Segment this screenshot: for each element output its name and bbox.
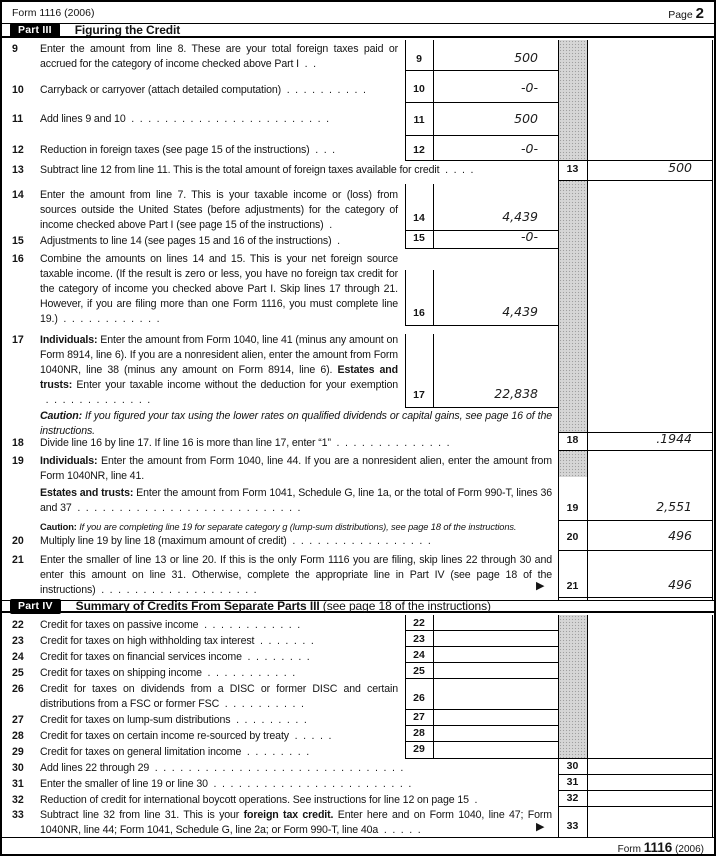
dot-leader: . xyxy=(323,219,333,231)
line-text: Enter your taxable income without the deduction for your exemption xyxy=(72,379,398,391)
line-19-box-number: 19 xyxy=(566,502,579,514)
grid-hline xyxy=(405,407,558,408)
dot-leader: . . . . . . . . . . . . . . . . . . . . . . . . . . . xyxy=(71,502,301,514)
grid-hline xyxy=(405,102,558,103)
form-footer xyxy=(618,840,704,855)
grid-vline xyxy=(433,184,434,248)
part-iv-header-bar xyxy=(2,600,716,613)
line-24-box-number: 24 xyxy=(413,649,425,661)
line-28-description xyxy=(12,729,398,744)
line-number: 24 xyxy=(12,651,24,663)
line-16-amount[interactable]: 4,439 xyxy=(502,304,538,319)
footer-form-label: Form xyxy=(617,844,641,855)
line-12-amount[interactable]: -0- xyxy=(521,141,538,156)
line-32-box-number: 32 xyxy=(566,792,579,804)
line-text: Enter the smaller of line 19 or line 30 xyxy=(40,778,208,790)
line-number: 23 xyxy=(12,635,24,647)
line-number: 9 xyxy=(12,43,18,55)
line-20-amount[interactable]: 496 xyxy=(668,528,692,543)
grid-vline xyxy=(712,615,713,837)
dot-leader: . . . xyxy=(309,144,335,156)
line-text: Subtract line 32 from line 31. This is your xyxy=(40,809,244,821)
line-30-box-number: 30 xyxy=(566,760,579,772)
grid-vline xyxy=(558,40,559,600)
line-number: 22 xyxy=(12,619,24,631)
dot-leader: . . . . . . . . . . . . . . . . . . . . . . . . xyxy=(207,778,412,790)
line-13-amount[interactable]: 500 xyxy=(668,160,692,175)
caution-label: Caution: xyxy=(40,410,82,422)
line-17-caution xyxy=(12,409,552,439)
line-number: 17 xyxy=(12,334,24,346)
page-number: 2 xyxy=(695,5,704,22)
line-number: 33 xyxy=(12,809,24,821)
line-number: 10 xyxy=(12,84,24,96)
line-26-description xyxy=(12,682,398,712)
line-16-box-number: 16 xyxy=(413,307,425,319)
line-text: Add lines 9 and 10 xyxy=(40,113,126,125)
line-text: Add lines 22 through 29 xyxy=(40,762,150,774)
line-25-box-number: 25 xyxy=(413,665,425,677)
grid-vline xyxy=(587,615,588,837)
line-number: 32 xyxy=(12,794,24,806)
shaded-column xyxy=(559,180,587,432)
grid-hline xyxy=(558,520,713,521)
line-number: 20 xyxy=(12,535,24,547)
line-number: 21 xyxy=(12,554,24,566)
line-number: 13 xyxy=(12,164,24,176)
line-23-description xyxy=(12,634,398,649)
line-text-bold: foreign tax credit. xyxy=(243,809,334,821)
line-text: Enter the amount from Form 1041, Schedule G, line 1a, or the total of Form 990-T, lines 36 and 37 xyxy=(40,487,552,514)
line-33-description xyxy=(12,808,552,838)
line-text: Credit for taxes on general limitation income xyxy=(40,746,242,758)
line-text: Divide line 16 by line 17. If line 16 is more than line 17, enter “1” xyxy=(40,437,331,449)
line-18-description xyxy=(12,436,552,451)
dot-leader: . . xyxy=(298,58,316,70)
line-text: Credit for taxes on high withholding tax interest xyxy=(40,635,255,647)
dot-leader: . . . . . . . . . . . . . . . . . . . . . . . . xyxy=(125,113,329,125)
line-text-bold: Individuals: xyxy=(40,334,98,346)
line-number: 19 xyxy=(12,455,24,467)
grid-hline xyxy=(558,597,713,598)
line-19-caution xyxy=(12,521,552,533)
line-19-description-estates xyxy=(12,486,552,516)
line-25-description xyxy=(12,666,398,681)
line-number: 14 xyxy=(12,189,24,201)
line-32-description xyxy=(12,793,552,808)
line-15-box-number: 15 xyxy=(413,232,425,244)
line-27-description xyxy=(12,713,398,728)
line-33-box-number: 33 xyxy=(566,820,579,832)
dot-leader: . . . . . xyxy=(378,824,421,836)
line-text: Multiply line 19 by line 18 (maximum amount of credit) xyxy=(40,535,287,547)
grid-hline xyxy=(405,135,558,136)
line-10-amount[interactable]: -0- xyxy=(521,80,538,95)
caution-text: If you figured your tax using the lower rates on qualified dividends or capital gains, see page 16 of the instructions. xyxy=(40,410,552,437)
dot-leader: . . . . . . . . . . xyxy=(281,84,366,96)
line-23-box-number: 23 xyxy=(413,633,425,645)
line-22-box-number: 22 xyxy=(413,617,425,629)
grid-hline xyxy=(405,325,558,326)
line-text: Enter here and on Form 1040, line 47; Form 1040NR, line 44; Form 1041, Schedule G, line 2a; or Form 990-T, line 40a xyxy=(40,809,552,836)
grid-hline xyxy=(405,70,558,71)
line-21-description xyxy=(12,553,552,598)
line-14-amount[interactable]: 4,439 xyxy=(502,209,538,224)
line-31-box-number: 31 xyxy=(566,776,579,788)
line-text-bold: Estates and trusts: xyxy=(40,364,398,391)
caution-label: Caution: xyxy=(40,522,77,532)
line-number: 15 xyxy=(12,235,24,247)
line-29-description xyxy=(12,745,398,760)
line-29-box-number: 29 xyxy=(413,743,425,755)
line-10-box-number: 10 xyxy=(413,83,425,95)
dot-leader: . . . . . . . . xyxy=(241,746,310,758)
dot-leader: . xyxy=(468,794,478,806)
grid-hline xyxy=(558,550,713,551)
line-text: Reduction in foreign taxes (see page 15 of the instructions) xyxy=(40,144,310,156)
line-text-bold: Individuals: xyxy=(40,455,98,467)
line-number: 25 xyxy=(12,667,24,679)
dot-leader: . . . . . . . . . . . xyxy=(201,667,296,679)
line-20-description xyxy=(12,534,552,549)
line-31-description xyxy=(12,777,552,792)
part-iii-title: Figuring the Credit xyxy=(74,23,181,37)
line-18-amount[interactable]: .1944 xyxy=(656,431,692,446)
line-17-description xyxy=(12,333,398,408)
line-text: Credit for taxes on certain income re-sourced by treaty xyxy=(40,730,289,742)
line-number: 16 xyxy=(12,253,24,265)
shaded-column xyxy=(559,615,587,758)
grid-hline xyxy=(405,248,558,249)
line-11-box-number: 11 xyxy=(413,114,425,126)
line-text: Adjustments to line 14 (see pages 15 and 16 of the instructions) xyxy=(40,235,332,247)
line-number: 27 xyxy=(12,714,24,726)
grid-vline xyxy=(433,334,434,407)
line-11-description xyxy=(12,112,398,127)
line-20-box-number: 20 xyxy=(566,531,579,543)
line-21-box-number: 21 xyxy=(566,580,579,592)
line-number: 29 xyxy=(12,746,24,758)
dot-leader: . . . . . . . . . . . . xyxy=(57,313,160,325)
form-id: Form 1116 (2006) xyxy=(12,7,95,19)
line-text: Reduction of credit for international boycott operations. See instructions for line 12 on page 15 xyxy=(40,794,469,806)
grid-vline xyxy=(712,40,713,600)
line-text: Credit for taxes on passive income xyxy=(40,619,199,631)
line-19-amount[interactable]: 2,551 xyxy=(656,499,692,514)
line-14-description xyxy=(12,188,398,233)
part-iii-badge: Part III xyxy=(10,23,60,38)
line-text-bold: Estates and trusts: xyxy=(40,487,134,499)
line-28-box-number: 28 xyxy=(413,727,425,739)
footer-year: (2006) xyxy=(675,844,704,855)
line-text: Enter the amount from line 7. This is your taxable income or (loss) from sources outside the United States (before adjustments) for the category of income checked above Part I (see page 15 of the instructions) xyxy=(40,189,398,231)
line-9-description xyxy=(12,42,398,72)
page-indicator xyxy=(668,5,704,22)
part-iv-title-bold: Summary of Credits From Separate Parts III xyxy=(75,599,320,613)
line-text: Carryback or carryover (attach detailed computation) xyxy=(40,84,282,96)
line-19-description-individuals xyxy=(12,454,552,484)
line-15-description xyxy=(12,234,398,249)
dot-leader: . xyxy=(331,235,340,247)
line-text: Enter the amount from Form 1040, line 41 (minus any amount on Form 8914, line 6). If you are a nonresident alien, enter the amount from Form 1040NR, line 38 (minus any amount on Form 8914, line 6). xyxy=(40,334,398,376)
line-10-description xyxy=(12,83,398,98)
grid-hline xyxy=(558,180,713,181)
part-iv-badge: Part IV xyxy=(10,599,61,614)
dot-leader: . . . . . . . . . . . . . . . . . . . xyxy=(95,584,257,596)
line-text: Credit for taxes on shipping income xyxy=(40,667,202,679)
grid-vline xyxy=(587,40,588,600)
line-text: Subtract line 12 from line 11. This is the total amount of foreign taxes available for credit xyxy=(40,164,440,176)
dot-leader: . . . . . . . . . . . . . . . . . xyxy=(286,535,431,547)
line-22-description xyxy=(12,618,398,633)
line-14-box-number: 14 xyxy=(413,212,425,224)
grid-hline xyxy=(558,450,713,451)
arrow-right-icon: ▶ xyxy=(536,580,545,592)
dot-leader: . . . . . . . . . . . . xyxy=(198,619,301,631)
line-26-box-number: 26 xyxy=(413,692,425,704)
line-number: 26 xyxy=(12,683,24,695)
line-number: 28 xyxy=(12,730,24,742)
line-text: Credit for taxes on dividends from a DISC or former DISC and certain distributions from a FSC or former FSC xyxy=(40,683,398,710)
line-9-box-number: 9 xyxy=(416,53,422,65)
footer-form-number: 1116 xyxy=(643,840,673,855)
line-27-box-number: 27 xyxy=(413,711,425,723)
part-iv-title xyxy=(76,599,491,613)
line-17-box-number: 17 xyxy=(413,389,425,401)
line-text: Enter the smaller of line 13 or line 20. If this is the only Form 1116 you are filing, skip lines 22 through 30 and enter this amount on line 31. Otherwise, complete the appropriate line in Part IV (see page 18 of the instructions) xyxy=(40,554,552,596)
dot-leader: . . . . . . . . . . . . . xyxy=(40,394,151,406)
line-12-description xyxy=(12,143,398,158)
dot-leader: . . . . . xyxy=(288,730,332,742)
page-label: Page xyxy=(668,9,693,21)
dot-leader: . . . . . . . xyxy=(254,635,314,647)
grid-vline xyxy=(433,270,434,325)
caution-text: If you are completing line 19 for separate category g (lump-sum distributions), see page 18 of the instructions. xyxy=(76,522,517,532)
shaded-column xyxy=(559,450,587,477)
line-16-description xyxy=(12,252,398,327)
dot-leader: . . . . . . . . . . . . . . . . . . . . . . . . . . . . . . xyxy=(149,762,404,774)
grid-vline xyxy=(433,40,434,160)
part-iv-title-suffix: (see page 18 of the instructions) xyxy=(319,599,491,613)
line-text: Combine the amounts on lines 14 and 15. This is your net foreign source taxable income. (If the result is zero or less, you have no foreign tax credit for the category of income you checked above Part I. Skip lines 17 through 21. However, if you are filing more than one Form 1116, you must complete line 19.) xyxy=(40,253,398,325)
dot-leader: . . . . . . . . xyxy=(241,651,310,663)
line-24-description xyxy=(12,650,398,665)
line-17-amount[interactable]: 22,838 xyxy=(494,386,538,401)
line-15-amount[interactable]: -0- xyxy=(521,229,538,244)
line-30-description xyxy=(12,761,552,776)
line-text: Enter the amount from Form 1040, line 44. If you are a nonresident alien, enter the amount from Form 1040NR, line 41. xyxy=(40,455,552,482)
line-number: 18 xyxy=(12,437,24,449)
line-18-box-number: 18 xyxy=(566,434,579,446)
part-iii-header-bar xyxy=(2,23,716,38)
grid-vline xyxy=(433,615,434,758)
line-12-box-number: 12 xyxy=(413,144,425,156)
grid-hline xyxy=(558,806,713,807)
line-number: 31 xyxy=(12,778,24,790)
line-13-description xyxy=(12,163,552,178)
line-11-amount[interactable]: 500 xyxy=(514,111,538,126)
shaded-column xyxy=(559,40,587,160)
dot-leader: . . . . xyxy=(439,164,474,176)
line-number: 12 xyxy=(12,144,24,156)
line-13-box-number: 13 xyxy=(566,163,579,175)
line-number: 30 xyxy=(12,762,24,774)
line-text: Enter the amount from line 8. These are your total foreign taxes paid or accrued for the category of income checked above Part I xyxy=(40,43,398,70)
dot-leader: . . . . . . . . . xyxy=(230,714,307,726)
dot-leader: . . . . . . . . . . xyxy=(219,698,304,710)
line-number: 11 xyxy=(12,113,24,125)
arrow-right-icon: ▶ xyxy=(536,821,545,833)
line-9-amount[interactable]: 500 xyxy=(514,50,538,65)
line-text: Credit for taxes on lump-sum distributions xyxy=(40,714,231,726)
dot-leader: . . . . . . . . . . . . . . xyxy=(330,437,450,449)
line-21-amount[interactable]: 496 xyxy=(668,577,692,592)
line-text: Credit for taxes on financial services income xyxy=(40,651,242,663)
